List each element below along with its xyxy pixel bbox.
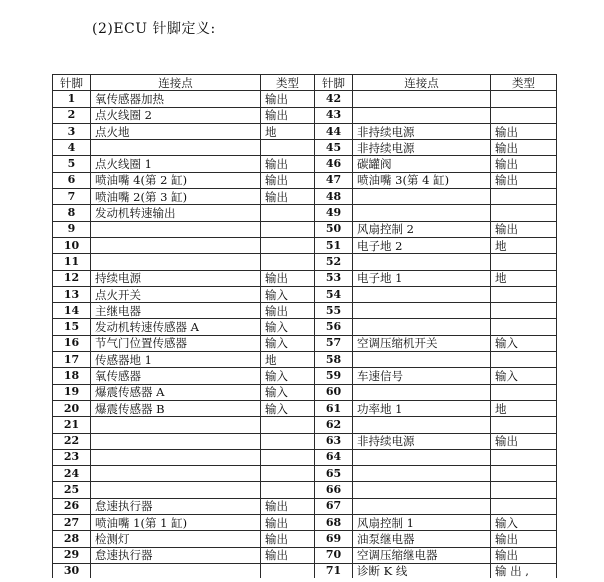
cell-type-right xyxy=(491,303,557,319)
cell-pin-left: 16 xyxy=(53,335,91,351)
cell-pin-left: 14 xyxy=(53,303,91,319)
cell-pin-right: 44 xyxy=(315,123,353,139)
cell-connection-right xyxy=(353,319,491,335)
ecu-pin-table xyxy=(52,74,557,579)
header-pin-right: 针脚 xyxy=(315,75,353,91)
table-row xyxy=(53,237,557,253)
cell-type-right xyxy=(491,466,557,482)
table-row xyxy=(53,498,557,514)
cell-connection-right xyxy=(353,449,491,465)
cell-type-right xyxy=(491,107,557,123)
cell-connection-left: 喷油嘴 2(第 3 缸) xyxy=(91,189,261,205)
cell-connection-left: 点火地 xyxy=(91,123,261,139)
cell-type-left xyxy=(261,237,315,253)
page-bottom-edge xyxy=(0,578,604,582)
cell-connection-left: 持续电源 xyxy=(91,270,261,286)
cell-pin-right: 69 xyxy=(315,531,353,547)
cell-connection-right: 电子地 2 xyxy=(353,237,491,253)
cell-connection-left: 点火开关 xyxy=(91,286,261,302)
cell-connection-left: 点火线圈 2 xyxy=(91,107,261,123)
cell-pin-left: 9 xyxy=(53,221,91,237)
table-row xyxy=(53,400,557,416)
cell-connection-left: 氧传感器加热 xyxy=(91,91,261,107)
header-connection-right: 连接点 xyxy=(353,75,491,91)
cell-pin-left: 24 xyxy=(53,466,91,482)
cell-connection-right xyxy=(353,417,491,433)
cell-type-left xyxy=(261,482,315,498)
cell-pin-right: 45 xyxy=(315,140,353,156)
table-row xyxy=(53,547,557,563)
table-body xyxy=(53,91,557,579)
table-header-row xyxy=(53,75,557,91)
table-row xyxy=(53,140,557,156)
cell-connection-left: 喷油嘴 1(第 1 缸) xyxy=(91,515,261,531)
cell-type-left: 输出 xyxy=(261,547,315,563)
cell-pin-left: 22 xyxy=(53,433,91,449)
cell-type-left xyxy=(261,221,315,237)
table-row xyxy=(53,303,557,319)
cell-connection-left: 怠速执行器 xyxy=(91,547,261,563)
cell-connection-right: 电子地 1 xyxy=(353,270,491,286)
cell-type-right xyxy=(491,286,557,302)
header-pin-left: 针脚 xyxy=(53,75,91,91)
cell-type-left: 输出 xyxy=(261,156,315,172)
cell-type-left: 输出 xyxy=(261,107,315,123)
cell-type-left: 输入 xyxy=(261,384,315,400)
cell-type-right: 输出 xyxy=(491,156,557,172)
cell-type-right: 输 出 , xyxy=(491,563,557,578)
cell-type-left xyxy=(261,433,315,449)
cell-pin-left: 12 xyxy=(53,270,91,286)
cell-connection-right xyxy=(353,107,491,123)
cell-connection-right: 碳罐阀 xyxy=(353,156,491,172)
table-row xyxy=(53,205,557,221)
table-row xyxy=(53,466,557,482)
cell-connection-left xyxy=(91,140,261,156)
cell-type-left: 输入 xyxy=(261,335,315,351)
cell-pin-left: 1 xyxy=(53,91,91,107)
cell-type-right xyxy=(491,91,557,107)
cell-connection-left: 喷油嘴 4(第 2 缸) xyxy=(91,172,261,188)
cell-pin-left: 27 xyxy=(53,515,91,531)
cell-pin-right: 46 xyxy=(315,156,353,172)
table-row xyxy=(53,335,557,351)
cell-pin-right: 68 xyxy=(315,515,353,531)
cell-pin-right: 43 xyxy=(315,107,353,123)
table-row xyxy=(53,384,557,400)
cell-type-left: 输入 xyxy=(261,286,315,302)
cell-connection-left: 点火线圈 1 xyxy=(91,156,261,172)
cell-pin-right: 57 xyxy=(315,335,353,351)
cell-pin-right: 54 xyxy=(315,286,353,302)
table-row xyxy=(53,107,557,123)
cell-connection-left: 检测灯 xyxy=(91,531,261,547)
cell-connection-left: 主继电器 xyxy=(91,303,261,319)
header-connection-left: 连接点 xyxy=(91,75,261,91)
cell-connection-left: 怠速执行器 xyxy=(91,498,261,514)
cell-pin-right: 42 xyxy=(315,91,353,107)
table-row xyxy=(53,123,557,139)
cell-type-right xyxy=(491,319,557,335)
table-row xyxy=(53,319,557,335)
cell-pin-left: 15 xyxy=(53,319,91,335)
cell-pin-right: 58 xyxy=(315,352,353,368)
cell-pin-right: 51 xyxy=(315,237,353,253)
cell-pin-left: 7 xyxy=(53,189,91,205)
cell-type-left: 输入 xyxy=(261,400,315,416)
cell-connection-left: 爆震传感器 A xyxy=(91,384,261,400)
cell-connection-right: 空调压缩继电器 xyxy=(353,547,491,563)
cell-pin-left: 5 xyxy=(53,156,91,172)
cell-pin-right: 60 xyxy=(315,384,353,400)
cell-pin-right: 48 xyxy=(315,189,353,205)
cell-pin-right: 59 xyxy=(315,368,353,384)
cell-connection-right: 空调压缩机开关 xyxy=(353,335,491,351)
cell-pin-left: 19 xyxy=(53,384,91,400)
table-row xyxy=(53,417,557,433)
cell-type-left: 输入 xyxy=(261,319,315,335)
cell-connection-right: 非持续电源 xyxy=(353,123,491,139)
cell-type-right: 输入 xyxy=(491,515,557,531)
table-row xyxy=(53,482,557,498)
cell-type-left: 输出 xyxy=(261,498,315,514)
cell-pin-left: 21 xyxy=(53,417,91,433)
table-row xyxy=(53,352,557,368)
cell-connection-left xyxy=(91,221,261,237)
cell-pin-right: 50 xyxy=(315,221,353,237)
cell-pin-right: 55 xyxy=(315,303,353,319)
cell-connection-left: 氧传感器 xyxy=(91,368,261,384)
cell-type-left: 地 xyxy=(261,352,315,368)
cell-type-left: 输入 xyxy=(261,368,315,384)
cell-type-right: 输出 xyxy=(491,123,557,139)
cell-connection-left xyxy=(91,563,261,578)
cell-pin-right: 61 xyxy=(315,400,353,416)
cell-connection-right: 非持续电源 xyxy=(353,433,491,449)
cell-pin-right: 49 xyxy=(315,205,353,221)
cell-type-right xyxy=(491,417,557,433)
cell-pin-left: 17 xyxy=(53,352,91,368)
cell-connection-left xyxy=(91,237,261,253)
cell-pin-right: 71 xyxy=(315,563,353,578)
cell-pin-right: 56 xyxy=(315,319,353,335)
cell-connection-left xyxy=(91,417,261,433)
cell-connection-left: 爆震传感器 B xyxy=(91,400,261,416)
cell-pin-right: 47 xyxy=(315,172,353,188)
cell-type-right xyxy=(491,482,557,498)
cell-connection-right xyxy=(353,498,491,514)
cell-type-right: 输出 xyxy=(491,433,557,449)
cell-type-left xyxy=(261,140,315,156)
cell-pin-left: 6 xyxy=(53,172,91,188)
cell-type-right: 输出 xyxy=(491,172,557,188)
header-type-left: 类型 xyxy=(261,75,315,91)
cell-pin-left: 3 xyxy=(53,123,91,139)
cell-pin-right: 66 xyxy=(315,482,353,498)
cell-connection-left: 发动机转速传感器 A xyxy=(91,319,261,335)
table-row xyxy=(53,156,557,172)
cell-connection-left: 发动机转速输出 xyxy=(91,205,261,221)
cell-pin-right: 65 xyxy=(315,466,353,482)
cell-pin-left: 26 xyxy=(53,498,91,514)
cell-pin-left: 18 xyxy=(53,368,91,384)
table-row xyxy=(53,91,557,107)
cell-connection-right: 油泵继电器 xyxy=(353,531,491,547)
cell-pin-left: 30 xyxy=(53,563,91,578)
cell-type-left: 输出 xyxy=(261,172,315,188)
cell-connection-left: 节气门位置传感器 xyxy=(91,335,261,351)
cell-pin-right: 62 xyxy=(315,417,353,433)
cell-connection-right xyxy=(353,352,491,368)
cell-pin-right: 63 xyxy=(315,433,353,449)
cell-type-left: 地 xyxy=(261,123,315,139)
cell-type-left: 输出 xyxy=(261,515,315,531)
cell-type-right xyxy=(491,352,557,368)
cell-pin-left: 28 xyxy=(53,531,91,547)
cell-type-left xyxy=(261,205,315,221)
cell-pin-right: 64 xyxy=(315,449,353,465)
cell-type-right: 地 xyxy=(491,237,557,253)
cell-pin-right: 67 xyxy=(315,498,353,514)
table-row xyxy=(53,270,557,286)
cell-type-right xyxy=(491,384,557,400)
cell-type-left xyxy=(261,417,315,433)
cell-connection-right: 风扇控制 2 xyxy=(353,221,491,237)
cell-connection-right xyxy=(353,384,491,400)
table-row xyxy=(53,449,557,465)
table-row xyxy=(53,286,557,302)
cell-type-right: 输出 xyxy=(491,221,557,237)
cell-connection-right: 非持续电源 xyxy=(353,140,491,156)
cell-type-right: 输入 xyxy=(491,368,557,384)
cell-pin-left: 2 xyxy=(53,107,91,123)
cell-connection-right xyxy=(353,205,491,221)
cell-pin-left: 8 xyxy=(53,205,91,221)
table-row xyxy=(53,221,557,237)
cell-pin-right: 52 xyxy=(315,254,353,270)
cell-pin-left: 10 xyxy=(53,237,91,253)
cell-type-right xyxy=(491,498,557,514)
cell-connection-right xyxy=(353,482,491,498)
cell-connection-right xyxy=(353,254,491,270)
cell-connection-right xyxy=(353,303,491,319)
cell-connection-left xyxy=(91,433,261,449)
cell-type-right xyxy=(491,449,557,465)
cell-type-right xyxy=(491,189,557,205)
table-row xyxy=(53,172,557,188)
table-row xyxy=(53,433,557,449)
cell-pin-left: 13 xyxy=(53,286,91,302)
table-row xyxy=(53,189,557,205)
cell-type-right xyxy=(491,205,557,221)
cell-connection-right: 喷油嘴 3(第 4 缸) xyxy=(353,172,491,188)
table-row xyxy=(53,531,557,547)
cell-pin-left: 20 xyxy=(53,400,91,416)
cell-connection-right xyxy=(353,466,491,482)
cell-type-right: 输出 xyxy=(491,140,557,156)
cell-connection-right: 车速信号 xyxy=(353,368,491,384)
cell-type-right: 地 xyxy=(491,400,557,416)
cell-connection-left: 传感器地 1 xyxy=(91,352,261,368)
cell-connection-right xyxy=(353,91,491,107)
cell-type-left: 输出 xyxy=(261,91,315,107)
cell-type-left: 输出 xyxy=(261,303,315,319)
cell-type-right xyxy=(491,254,557,270)
cell-type-right: 输入 xyxy=(491,335,557,351)
table-row xyxy=(53,563,557,578)
cell-pin-left: 29 xyxy=(53,547,91,563)
cell-pin-left: 23 xyxy=(53,449,91,465)
cell-connection-right: 诊断 K 线 xyxy=(353,563,491,578)
cell-connection-left xyxy=(91,254,261,270)
cell-type-right: 地 xyxy=(491,270,557,286)
cell-pin-left: 25 xyxy=(53,482,91,498)
cell-type-left xyxy=(261,254,315,270)
cell-type-left: 输出 xyxy=(261,531,315,547)
cell-connection-left xyxy=(91,466,261,482)
cell-type-left xyxy=(261,449,315,465)
cell-pin-right: 70 xyxy=(315,547,353,563)
cell-connection-left xyxy=(91,482,261,498)
table-row xyxy=(53,515,557,531)
cell-type-left: 输出 xyxy=(261,270,315,286)
cell-connection-right: 风扇控制 1 xyxy=(353,515,491,531)
cell-connection-right xyxy=(353,286,491,302)
cell-connection-left xyxy=(91,449,261,465)
header-type-right: 类型 xyxy=(491,75,557,91)
cell-type-right: 输出 xyxy=(491,547,557,563)
cell-type-left xyxy=(261,466,315,482)
cell-pin-right: 53 xyxy=(315,270,353,286)
cell-type-right: 输出 xyxy=(491,531,557,547)
cell-type-left: 输出 xyxy=(261,189,315,205)
cell-connection-right: 功率地 1 xyxy=(353,400,491,416)
cell-pin-left: 11 xyxy=(53,254,91,270)
cell-connection-right xyxy=(353,189,491,205)
table-row xyxy=(53,368,557,384)
table-row xyxy=(53,254,557,270)
cell-type-left xyxy=(261,563,315,578)
cell-pin-left: 4 xyxy=(53,140,91,156)
page-heading: (2)ECU 针脚定义: xyxy=(92,21,216,37)
